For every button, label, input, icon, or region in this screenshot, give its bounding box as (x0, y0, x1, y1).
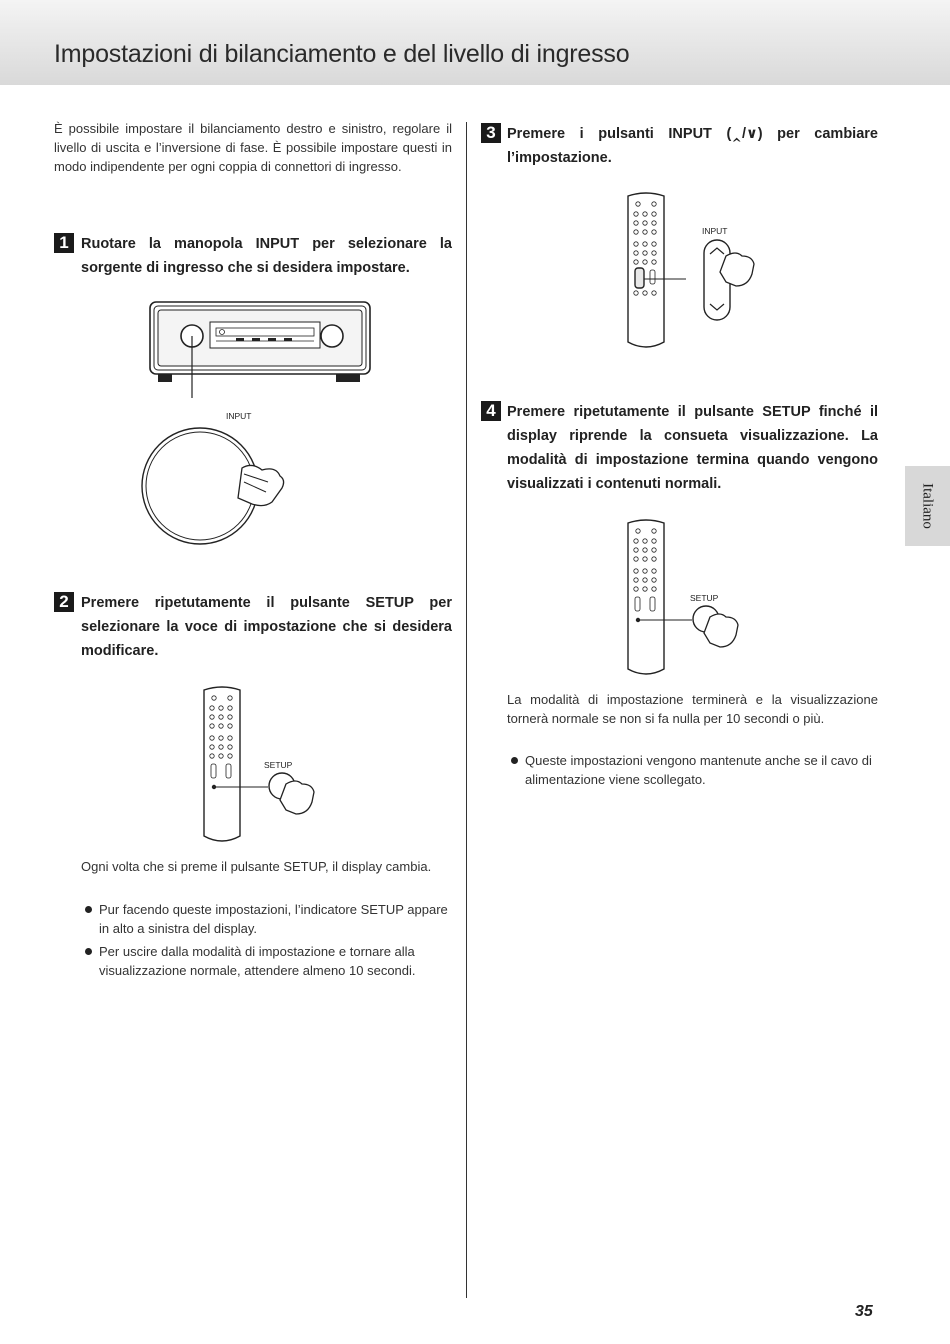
left-bullet-1 (99, 900, 452, 938)
intro-paragraph: È possibile impostare il bilanciamento destro e sinistro, regolare il livello di uscita e l’inversione di fase. È possibile impostare questi in modo indipendente per ogni coppia di connettori di ingresso. (54, 121, 452, 174)
step-3-text: Premere i pulsanti INPUT (‸/∨) per cambiare l’impostazione. (507, 126, 878, 166)
bullet-dot (85, 906, 92, 913)
step-4-text: Premere ripetutamente il pulsante SETUP finché il display riprende la consueta visualizzazione. La modalità di impostazione termina quando vengono visualizzati i contenuti normali. (507, 404, 878, 492)
step-3-number: 3 (481, 123, 501, 143)
setup-button-label-right: SETUP (690, 593, 719, 603)
page-header (0, 0, 950, 85)
left-bullet-2 (99, 942, 452, 980)
step-4-number: 4 (481, 401, 501, 421)
step-2-text: Premere ripetutamente il pulsante SETUP per selezionare la voce di impostazione che si desidera modificare. (81, 595, 452, 659)
language-side-tab (905, 466, 950, 546)
remote-control-icon (200, 684, 340, 844)
step-2-number: 2 (54, 592, 74, 612)
input-button-label: INPUT (702, 226, 728, 236)
setup-display-note: Ogni volta che si preme il pulsante SETUP, il display cambia. (81, 859, 432, 874)
bullet-dot (85, 948, 92, 955)
remote-control-icon (626, 190, 786, 360)
bullet-dot (511, 757, 518, 764)
step-1-number: 1 (54, 233, 74, 253)
amplifier-front-panel-illustration (140, 296, 380, 546)
left-bullet-1-text: Pur facendo queste impostazioni, l’indicatore SETUP appare in alto a sinistra del display. (99, 902, 448, 936)
language-label: Italiano (919, 483, 936, 529)
column-divider (466, 122, 467, 1298)
page-number: 35 (855, 1303, 873, 1320)
right-bullet-1-text: Queste impostazioni vengono mantenute anche se il cavo di alimentazione viene scollegato. (525, 753, 872, 787)
step-1-text: Ruotare la manopola INPUT per selezionare la sorgente di ingresso che si desidera impostare. (81, 236, 452, 276)
left-bullet-2-text: Per uscire dalla modalità di impostazione e tornare alla visualizzazione normale, attendere almeno 10 secondi. (99, 944, 416, 978)
input-knob-label: INPUT (226, 411, 252, 421)
page-title: Impostazioni di bilanciamento e del livello di ingresso (54, 40, 630, 68)
setup-timeout-note: La modalità di impostazione terminerà e la visualizzazione tornerà normale se non si fa nulla per 10 secondi o più. (507, 692, 878, 726)
right-bullet-1 (525, 751, 878, 789)
remote-control-icon (626, 517, 776, 677)
setup-button-label-left: SETUP (264, 760, 293, 770)
